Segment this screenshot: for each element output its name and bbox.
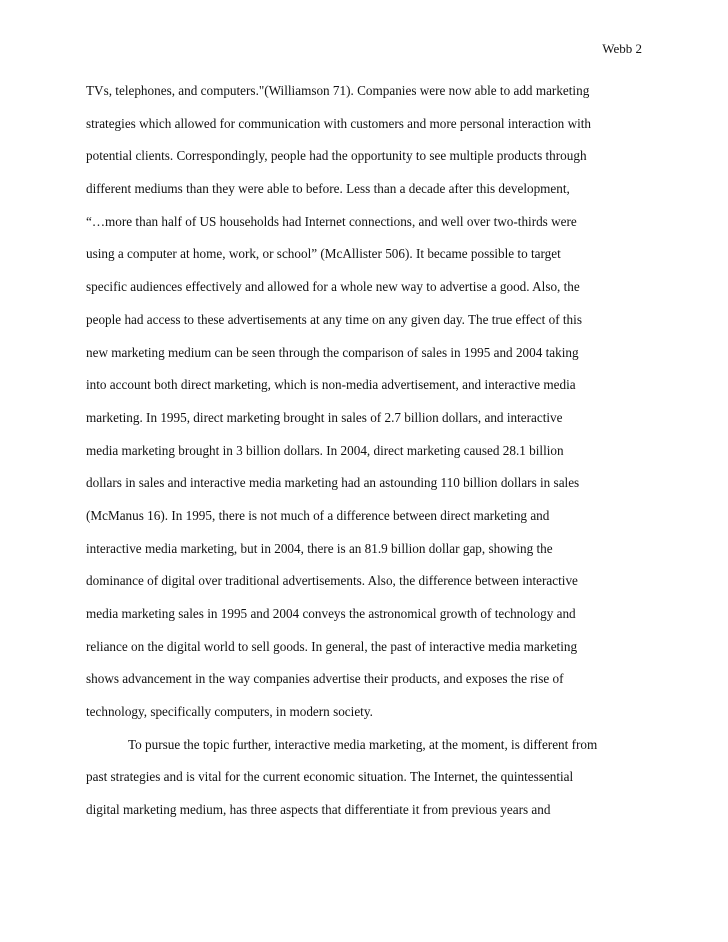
text-line: TVs, telephones, and computers."(Williamson 71). Companies were now able to add marketing [86,83,590,98]
text-line: shows advancement in the way companies advertise their products, and exposes the rise of [86,671,564,687]
text-line: specific audiences effectively and allowed for a whole new way to advertise a good. Also, the [86,279,580,295]
text-line: interactive media marketing, but in 2004, there is an 81.9 billion dollar gap, showing the [86,540,553,556]
text-line: people had access to these advertisements at any time on any given day. The true effect of this [86,311,582,327]
text-line: dominance of digital over traditional advertisements. Also, the difference between interactive [86,573,578,589]
text-line: (McManus 16). In 1995, there is not much of a difference between direct marketing and [86,507,550,523]
text-line: media marketing brought in 3 billion dollars. In 2004, direct marketing caused 28.1 billion [86,442,564,458]
text-line: digital marketing medium, has three aspects that differentiate it from previous years and [86,802,551,818]
text-line: past strategies and is vital for the current economic situation. The Internet, the quintessential [86,769,574,785]
text-line: new marketing medium can be seen through the comparison of sales in 1995 and 2004 taking [86,344,579,360]
text-line: reliance on the digital world to sell goods. In general, the past of interactive media marketing [86,638,578,654]
paragraph-first-line: To pursue the topic further, interactive media marketing, at the moment, is different from [128,736,598,752]
text-line: technology, specifically computers, in modern society. [86,704,373,720]
body-text [86,83,646,835]
text-line: media marketing sales in 1995 and 2004 conveys the astronomical growth of technology and [86,606,576,621]
text-line: into account both direct marketing, which is non-media advertisement, and interactive media [86,377,576,393]
text-line: potential clients. Correspondingly, people had the opportunity to see multiple products through [86,148,587,164]
text-line: marketing. In 1995, direct marketing brought in sales of 2.7 billion dollars, and interactive [86,409,563,425]
text-line: strategies which allowed for communication with customers and more personal interaction with [86,115,592,131]
text-line: dollars in sales and interactive media marketing had an astounding 110 billion dollars in sales [86,475,580,491]
running-header: Webb 2 [602,41,642,56]
text-line: different mediums than they were able to before. Less than a decade after this development, [86,181,570,197]
text-line: using a computer at home, work, or school” (McAllister 506). It became possible to target [86,246,561,262]
text-line: “…more than half of US households had Internet connections, and well over two-thirds were [86,213,577,229]
